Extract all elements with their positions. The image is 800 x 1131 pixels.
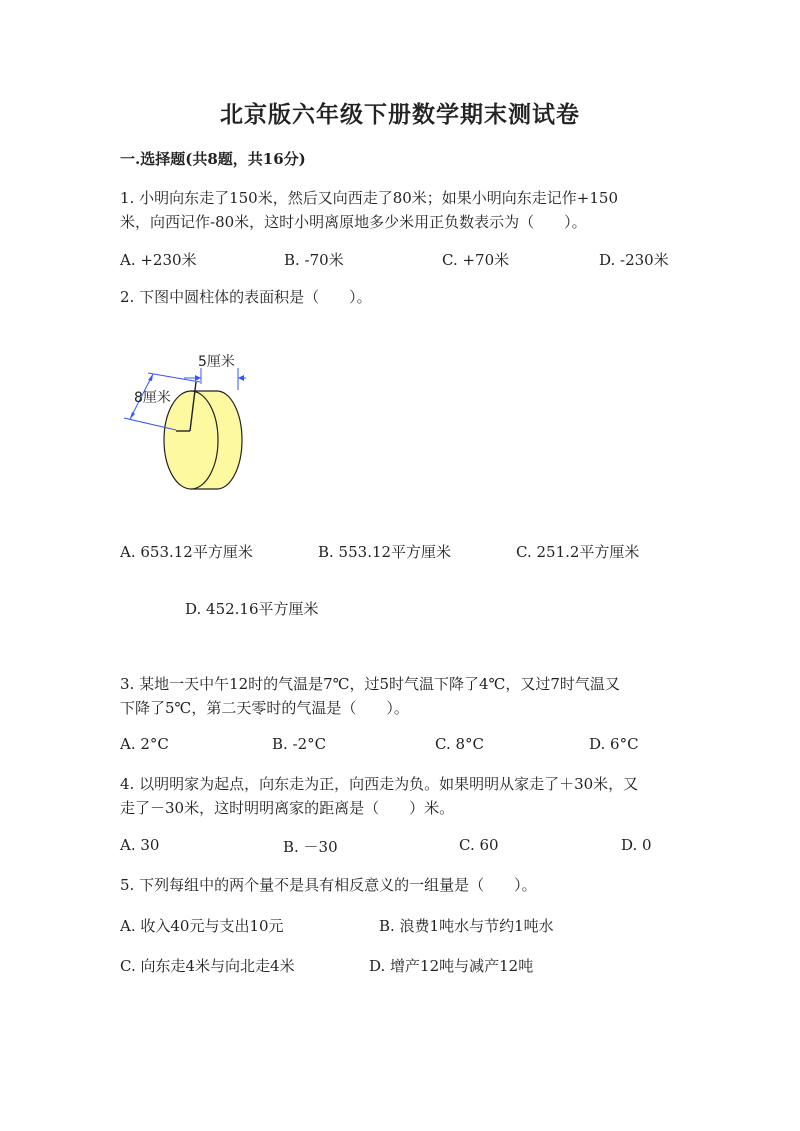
height-arrow-right [238, 375, 244, 381]
option-d: D. -230米 [599, 251, 669, 269]
option-a: A. 收入40元与支出10元 [120, 917, 284, 935]
option-a: A. 2°C [120, 735, 169, 753]
question-line: 米，向西记作-80米，这时小明离原地多少米用正负数表示为（ ）。 [120, 213, 587, 231]
height-arrow-left [195, 375, 201, 381]
option-d: D. 0 [621, 836, 652, 854]
option-c: C. 向东走4米与向北走4米 [120, 957, 295, 975]
radius-arrow-bottom [130, 412, 135, 419]
cylinder-figure [118, 340, 258, 500]
option-c: C. 251.2平方厘米 [516, 543, 640, 561]
option-c: C. +70米 [442, 251, 510, 269]
question-3-text [120, 672, 620, 720]
question-2-text [120, 285, 372, 309]
option-b: B. -2°C [272, 735, 327, 753]
question-line: 1. 小明向东走了150米，然后又向西走了80米；如果小明向东走记作+150 [120, 189, 618, 207]
option-b: B. -70米 [284, 251, 344, 269]
radius-arrow-top [148, 374, 153, 381]
page-title: 北京版六年级下册数学期末测试卷 [220, 101, 580, 128]
height-label: 5厘米 [198, 354, 235, 370]
question-line: 下降了5℃，第二天零时的气温是（ ）。 [120, 699, 409, 717]
option-b: B. －30 [283, 838, 338, 856]
option-c: C. 60 [459, 836, 499, 854]
option-a: A. 30 [120, 836, 160, 854]
option-d: D. 增产12吨与减产12吨 [369, 957, 534, 975]
cylinder-front-face [164, 391, 218, 489]
question-5-text [120, 873, 537, 897]
question-line: 走了－30米，这时明明离家的距离是（ ）米。 [120, 799, 455, 817]
question-line: 2. 下图中圆柱体的表面积是（ ）。 [120, 288, 372, 306]
radius-label: 8厘米 [134, 390, 171, 406]
option-a: A. +230米 [120, 251, 197, 269]
option-b: B. 浪费1吨水与节约1吨水 [379, 917, 554, 935]
question-line: 3. 某地一天中午12时的气温是7℃，过5时气温下降了4℃，又过7时气温又 [120, 675, 620, 693]
option-a: A. 653.12平方厘米 [120, 543, 253, 561]
option-b: B. 553.12平方厘米 [318, 543, 452, 561]
question-line: 5. 下列每组中的两个量不是具有相反意义的一组量是（ ）。 [120, 876, 537, 894]
section-heading: 一.选择题(共8题，共16分) [120, 150, 306, 168]
option-d: D. 6°C [589, 735, 639, 753]
option-d: D. 452.16平方厘米 [185, 600, 319, 618]
option-c: C. 8°C [435, 735, 484, 753]
question-1-text [120, 186, 618, 234]
question-4-text [120, 772, 638, 820]
question-line: 4. 以明明家为起点，向东走为正，向西走为负。如果明明从家走了＋30米，又 [120, 775, 639, 793]
